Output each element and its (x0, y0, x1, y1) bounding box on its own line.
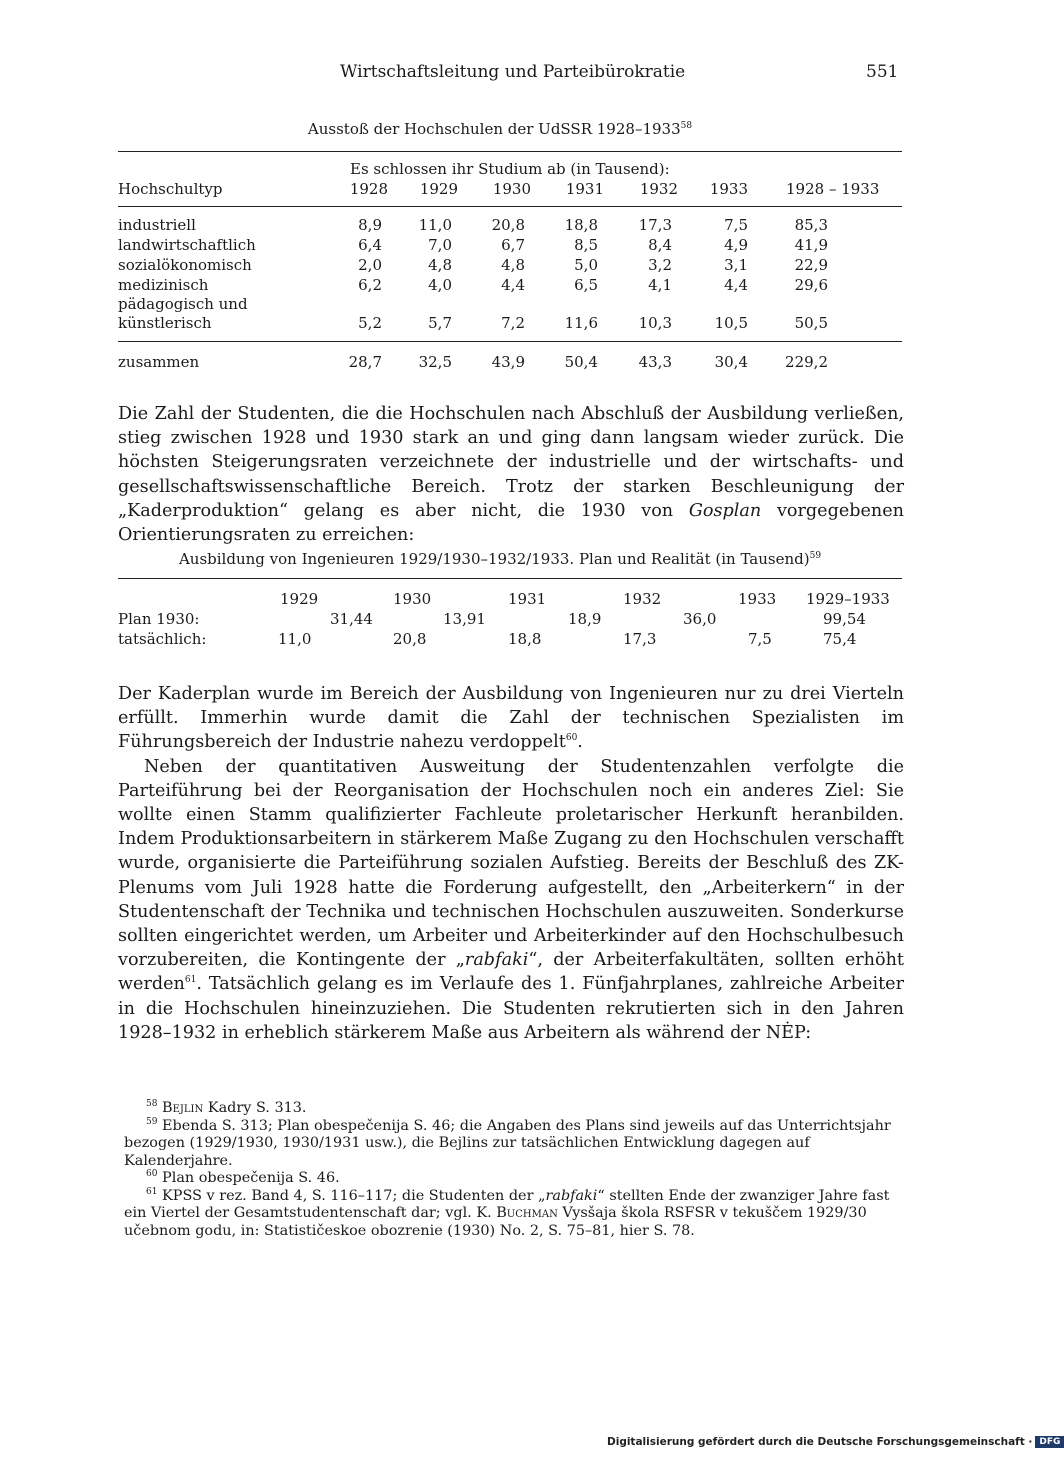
cell: 31,44 (330, 610, 373, 628)
cell: 10,5 (714, 314, 748, 332)
row-label: tatsächlich: (118, 630, 207, 648)
table2-year: 1931 (508, 590, 547, 608)
cell: 32,5 (418, 353, 452, 371)
cell: 43,3 (638, 353, 672, 371)
row-label: zusammen (118, 353, 200, 371)
footnote: $^{59}$ Ebenda S. 313; Plan obespečenija S. 46; die Angaben des Plans sind jeweils auf das Unterrichtsjahr bezogen (1929/1930, 1930/1931 usw.), die Bejlins zur tatsächlichen Entwicklung dagegen auf Kalenderjahre. (124, 1116, 891, 1169)
table2-year: 1933 (738, 590, 777, 608)
cell: 10,3 (638, 314, 672, 332)
running-title: Wirtschaftsleitung und Parteibürokratie (340, 62, 686, 82)
cell: 5,2 (358, 314, 382, 332)
cell: 7,2 (501, 314, 525, 332)
table1-year: 1930 (492, 180, 531, 198)
cell: 30,4 (714, 353, 748, 371)
cell: 18,8 (564, 216, 598, 234)
cell: 4,4 (501, 276, 525, 294)
cell: 17,3 (638, 216, 672, 234)
cell: 43,9 (491, 353, 525, 371)
cell: 11,0 (418, 216, 452, 234)
table1-group-header: Es schlossen ihr Studium ab (in Tausend): (350, 160, 670, 178)
row-label: landwirtschaftlich (118, 236, 256, 254)
table1-year: 1929 (419, 180, 458, 198)
cell: 11,6 (564, 314, 598, 332)
table2-caption: Ausbildung von Ingenieuren 1929/1930–1932/1933. Plan und Realität (in Tausend)$^{59}$ (178, 550, 822, 568)
page-number: 551 (866, 62, 899, 82)
cell: 8,9 (358, 216, 382, 234)
table1-total-rule (118, 341, 902, 342)
cell: 11,0 (278, 630, 312, 648)
body-paragraph: Der Kaderplan wurde im Bereich der Ausbildung von Ingenieuren nur zu drei Vierteln erfüllt. Immerhin wurde damit die Zahl der technischen Spezialisten im Führungsbereich der Industrie nahezu verdoppelt$^{60}$. (118, 684, 904, 753)
cell: 8,5 (574, 236, 598, 254)
cell: 50,4 (564, 353, 598, 371)
cell: 7,5 (724, 216, 748, 234)
cell: 75,4 (823, 630, 857, 648)
footnote: $^{58}$ Bejlin Kadry S. 313. (146, 1099, 307, 1116)
row-label: sozialökonomisch (118, 256, 252, 274)
cell: 5,7 (428, 314, 452, 332)
row-label: industriell (118, 216, 196, 234)
dfg-logo: DFG (1035, 1436, 1064, 1448)
cell: 4,8 (428, 256, 452, 274)
cell: 13,91 (443, 610, 486, 628)
cell: 8,4 (648, 236, 672, 254)
cell: 18,9 (568, 610, 602, 628)
cell: 17,3 (623, 630, 657, 648)
footnote-ref-60: 60 (565, 733, 578, 744)
cell: 6,5 (574, 276, 598, 294)
cell: 41,9 (794, 236, 828, 254)
table1-top-rule (118, 151, 902, 152)
cell: 85,3 (794, 216, 828, 234)
table1-row-header: Hochschultyp (118, 180, 223, 198)
cell: 18,8 (508, 630, 542, 648)
cell: 5,0 (574, 256, 598, 274)
cell: 4,4 (724, 276, 748, 294)
footnotes (124, 1100, 904, 1240)
cell: 3,2 (648, 256, 672, 274)
table1-year: 1932 (639, 180, 678, 198)
cell: 6,7 (501, 236, 525, 254)
body-paragraph: Die Zahl der Studenten, die die Hochschulen nach Abschluß der Ausbildung verließen, stieg zwischen 1928 und 1930 stark an und ging dann langsam wieder zurück. Die höchsten Steigerungsraten verzeichnete der industrielle und der wirtschafts- und gesellschaftswissenschaftliche Bereich. Trotz der starken Beschleunigung der „Kaderproduktion“ gelang es aber nicht, die 1930 von Gosplan vorgegebenen Orientierungsraten zu erreichen: (118, 404, 904, 546)
cell: 4,0 (428, 276, 452, 294)
cell: 29,6 (794, 276, 828, 294)
table2-year: 1932 (623, 590, 662, 608)
author-name: Buchman (496, 1205, 558, 1221)
cell: 22,9 (794, 256, 828, 274)
cell: 6,2 (358, 276, 382, 294)
footnote-ref-61: 61 (184, 975, 197, 986)
footnote: $^{60}$ Plan obespečenija S. 46. (146, 1169, 340, 1186)
table1-year: 1933 (709, 180, 748, 198)
cell: 2,0 (358, 256, 382, 274)
cell: 229,2 (785, 353, 828, 371)
cell: 28,7 (348, 353, 382, 371)
author-name: Bejlin (162, 1100, 204, 1116)
row-label-line1: pädagogisch und (118, 295, 248, 313)
cell: 99,54 (823, 610, 866, 628)
row-label: künstlerisch (118, 314, 212, 332)
emphasis: rabfaki (464, 950, 529, 971)
cell: 3,1 (724, 256, 748, 274)
footnote-ref-58: 58 (680, 121, 693, 131)
cell: 7,5 (748, 630, 772, 648)
cell: 7,0 (428, 236, 452, 254)
table1-year: 1928 (349, 180, 388, 198)
cell: 20,8 (491, 216, 525, 234)
cell: 36,0 (683, 610, 717, 628)
footer-text: Digitalisierung gefördert durch die Deutsche Forschungsgemeinschaft · (607, 1436, 1033, 1448)
table1-year: 1928 – 1933 (786, 180, 880, 198)
table2-year: 1929–1933 (806, 590, 890, 608)
digitization-footer (607, 1436, 1064, 1448)
cell: 4,9 (724, 236, 748, 254)
cell: 4,1 (648, 276, 672, 294)
table1-header-rule (118, 206, 902, 207)
table1-year: 1931 (565, 180, 604, 198)
cell: 20,8 (393, 630, 427, 648)
table2-year: 1930 (393, 590, 432, 608)
row-label: medizinisch (118, 276, 209, 294)
cell: 4,8 (501, 256, 525, 274)
emphasis: Gosplan (688, 500, 762, 521)
table2-top-rule (118, 578, 902, 579)
table1-caption: Ausstoß der Hochschulen der UdSSR 1928–1933$^{58}$ (307, 120, 693, 138)
cell: 50,5 (794, 314, 828, 332)
row-label: Plan 1930: (118, 610, 200, 628)
footnote: $^{61}$ KPSS v rez. Band 4, S. 116–117; die Studenten der „rabfaki“ stellten Ende der zwanziger Jahre fast ein Viertel der Gesamtstudentenschaft dar; vgl. K. Buchman Vysšaja škola RSFSR v tekuščem 1929/30 učebnom godu, in: Statističeskoe obozrenie (1930) No. 2, S. 75–81, hier S. 78. (124, 1186, 890, 1239)
body-paragraph: Neben der quantitativen Ausweitung der Studentenzahlen verfolgte die Parteiführung bei der Reorganisation der Hochschulen noch ein anderes Ziel: Sie wollte einen Stamm qualifizierter Fachleute proletarischer Herkunft heranbilden. Indem Produktionsarbeitern in stärkerem Maße Zugang zu den Hochschulen verschafft wurde, organisierte die Parteiführung sozialen Aufstieg. Bereits der Beschluß des ZK-Plenums vom Juli 1928 hatte die Forderung aufgestellt, den „Arbeiterkern“ in der Studentenschaft der Technika und technischen Hochschulen auszuweiten. Sonderkurse sollten eingerichtet werden, um Arbeiter und Arbeiterkinder auf den Hochschulbesuch vorzubereiten, die Kontingente der „rabfaki“, der Arbeiterfakultäten, sollten erhöht werden$^{61}$. Tatsächlich gelang es im Verlaufe des 1. Fünfjahrplanes, zahlreiche Arbeiter in die Hochschulen hineinzuziehen. Die Studenten rekrutierten sich in den Jahren 1928–1932 in erheblich stärkerem Maße aus Arbeitern als während der NĖP: (118, 756, 904, 1043)
body-text-block (118, 682, 904, 1045)
table2-year: 1929 (280, 590, 319, 608)
cell: 6,4 (358, 236, 382, 254)
footnote-ref-59: 59 (809, 551, 822, 561)
